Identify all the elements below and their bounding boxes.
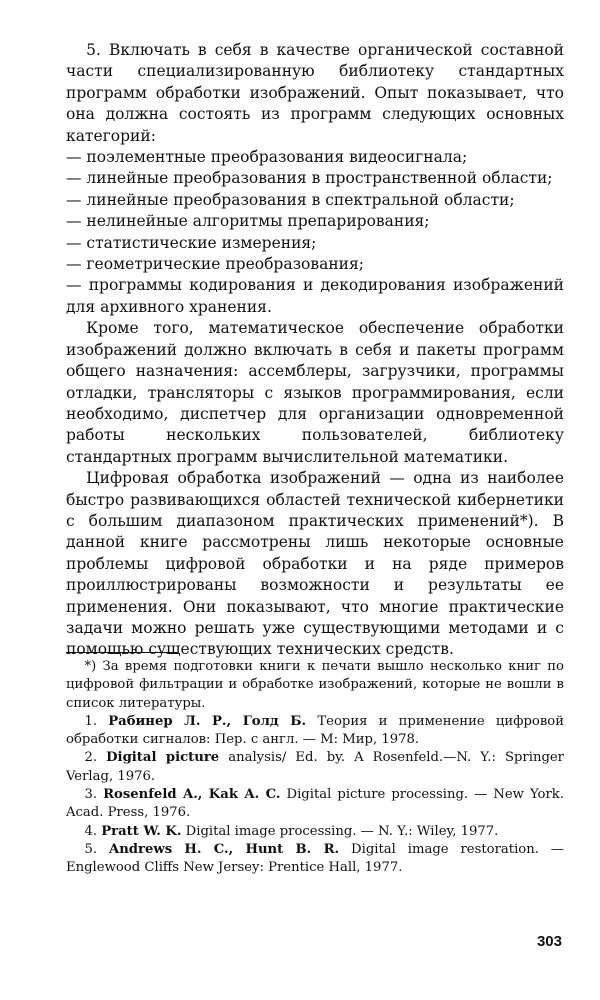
reference-details: Digital image restoration. — Englewood Cliffs New Jersey: Prentice Hall, 1977. (66, 841, 564, 876)
footnote (66, 658, 564, 878)
list-item: — статистические измерения; (66, 233, 317, 252)
reference-authors: Pratt W. K. (101, 823, 182, 839)
footnote-intro: *) За время подготовки книги к печати вышло несколько книг по цифровой фильтрации и обработке изображений, которые не вошли в список литературы. (66, 659, 564, 711)
reference-number: 2. (84, 750, 98, 766)
list-item: — линейные преобразования в пространственной области; (66, 169, 553, 188)
reference-authors: Рабинер Л. Р., Голд Б. (108, 713, 307, 729)
reference-details: Теория и применение цифровой обработки сигналов: Пер. с англ. — М: Мир, 1978. (66, 713, 564, 748)
reference-item (66, 749, 564, 786)
footnote-divider (66, 652, 178, 653)
reference-authors: Digital picture (106, 750, 220, 766)
main-text (66, 40, 564, 661)
reference-authors: Rosenfeld A., Kak A. C. (103, 787, 281, 803)
reference-details: Digital picture processing. — New York. Acad. Press, 1976. (66, 787, 564, 821)
list-item: — линейные преобразования в спектральной области; (66, 190, 515, 209)
paragraph-software: Кроме того, математическое обеспечение обработки изображений должно включать в себя и пакеты программ общего назначения: ассемблеры, загрузчики, программы отладки, трансляторы с языков программирования, если необходимо, диспетчер для организации одновременной работы нескольких пользователей, библиотеку стандартных программ вычислительной математики. (66, 319, 564, 466)
reference-details: Digital image processing. — N. Y.: Wiley, 1977. (185, 823, 499, 839)
reference-item (66, 841, 564, 878)
reference-details: analysis/ Ed. by. A Rosenfeld.—N. Y.: Springer Verlag, 1976. (66, 750, 564, 784)
paragraph-item-5: 5. Включать в себя в качестве органической составной части специализированную библиотеку стандартных программ обработки изображений. Опыт показывает, что она должна состоять из программ следующих основных категорий: (66, 41, 564, 145)
reference-number: 4. (84, 823, 98, 839)
reference-item (66, 786, 564, 823)
reference-item (66, 823, 564, 841)
reference-number: 3. (84, 787, 98, 803)
reference-number: 5. (84, 841, 98, 857)
paragraph-conclusion: Цифровая обработка изображений — одна из наиболее быстро развивающихся областей технической кибернетики с большим диапазоном практических применений*). В данной книге рассмотрены лишь некоторые основные проблемы цифровой обработки и на ряде примеров проиллюстрированы возможности и результаты ее применения. Они показывают, что многие практические задачи можно решать уже существующими методами и с помощью существующих технических средств. (66, 469, 564, 659)
list-item: — программы кодирования и декодирования изображений для архивного хранения. (66, 276, 564, 316)
reference-number: 1. (84, 713, 98, 729)
list-item: — геометрические преобразования; (66, 255, 364, 274)
reference-authors: Andrews H. C., Hunt B. R. (108, 841, 340, 857)
reference-item (66, 713, 564, 750)
list-item: — нелинейные алгоритмы препарирования; (66, 212, 430, 231)
list-item: — поэлементные преобразования видеосигнала; (66, 148, 468, 167)
page-number: 303 (536, 933, 562, 950)
category-list (66, 147, 564, 318)
